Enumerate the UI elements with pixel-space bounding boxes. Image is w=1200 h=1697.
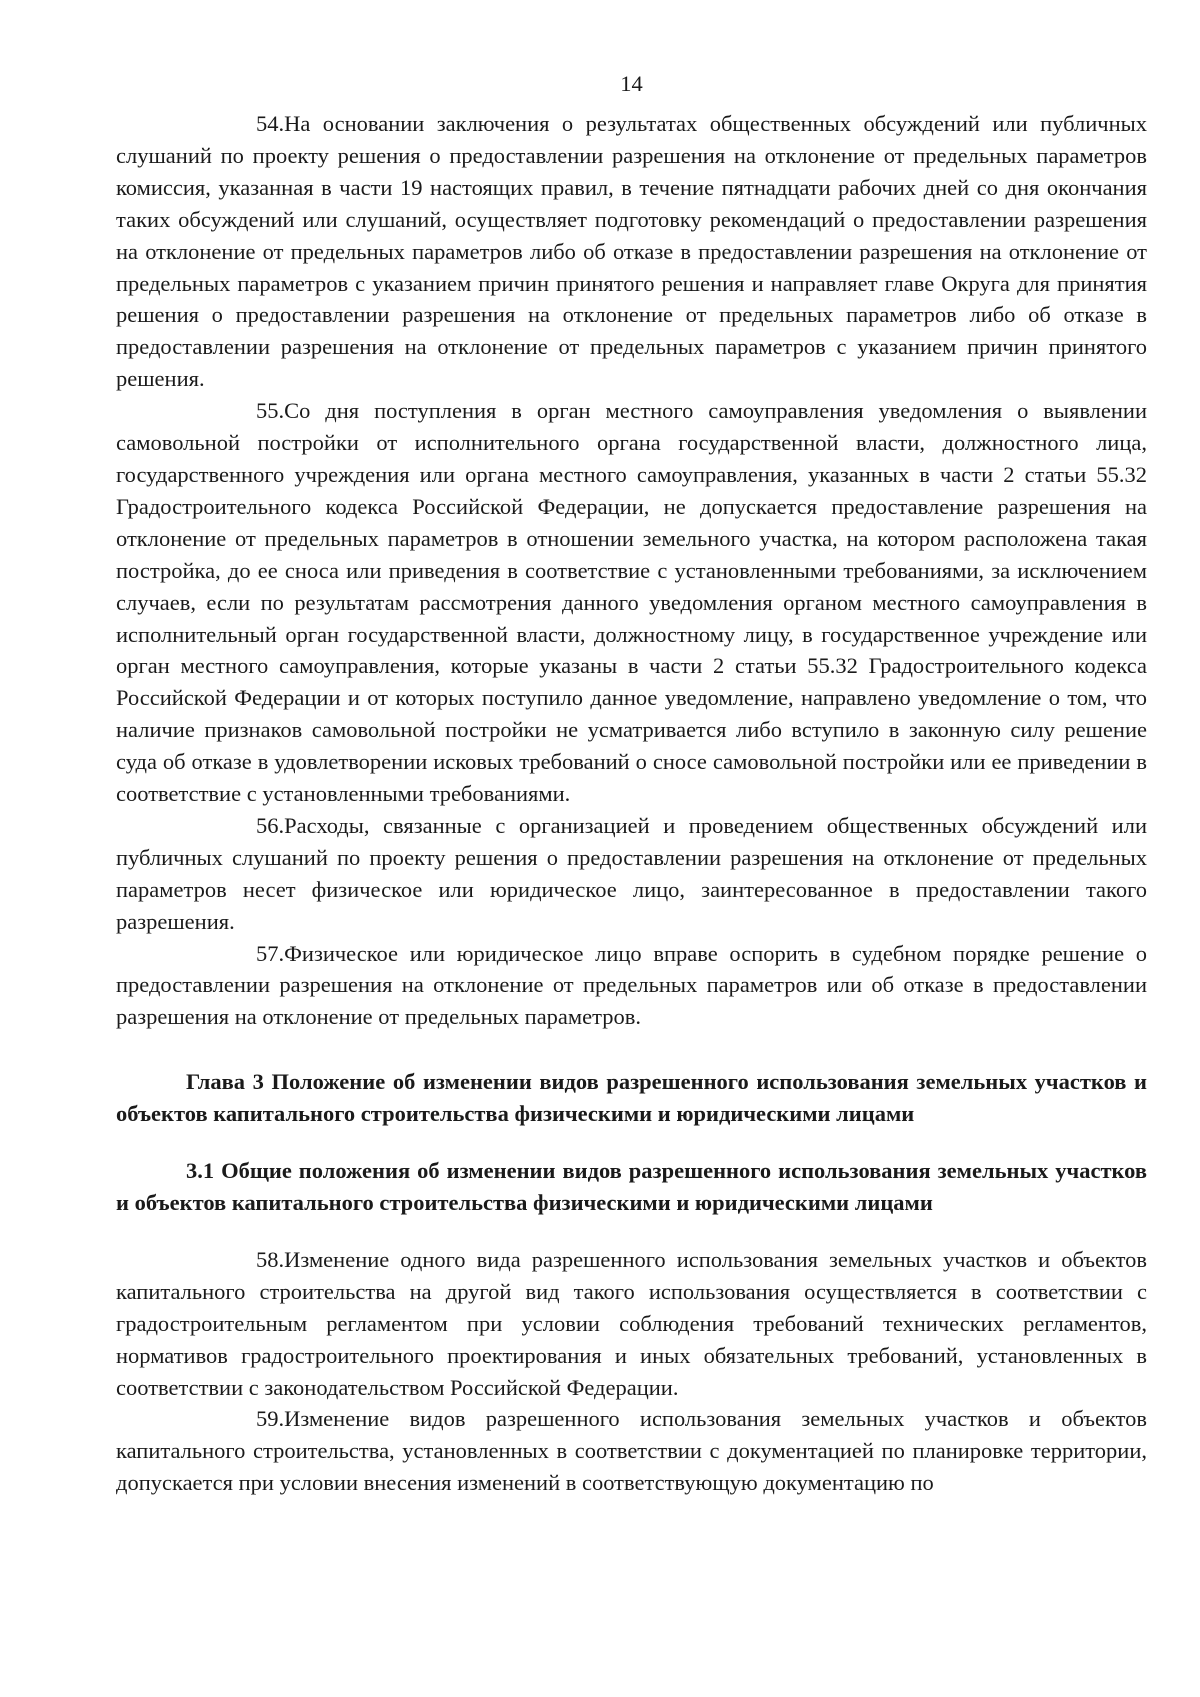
paragraph-text: На основании заключения о результатах общественных обсуждений или публичных слушаний по проекту решения о предоставлении разрешения на отклонение от предельных параметров комиссия, указанная в части 19 настоящих правил, в течение пятнадцати рабочих дней со дня окончания таких обсуждений или слушаний, осуществляет подготовку рекомендаций о предоставлении разрешения на отклонение от предельных параметров либо об отказе в предоставлении разрешения на отклонение от предельных параметров с указанием причин принятого решения и направляет главе Округа для принятия решения о предоставлении разрешения на отклонение от предельных параметров либо об отказе в предоставлении разрешения на отклонение от предельных параметров с указанием причин принятого решения. xyxy=(116,111,1147,392)
paragraph-number: 58. xyxy=(256,1246,285,1272)
paragraph-text: Изменение одного вида разрешенного использования земельных участков и объектов капитального строительства на другой вид такого использования осуществляется в соответствии с градостроительным регламентом при условии соблюдения требований технических регламентов, нормативов градостроительного проектирования и иных обязательных требований, установленных в соответствии с законодательством Российской Федерации. xyxy=(116,1246,1147,1400)
paragraph-55 xyxy=(116,395,1147,810)
paragraph-text: Со дня поступления в орган местного самоуправления уведомления о выявлении самовольной постройки от исполнительного органа государственной власти, должностного лица, государственного учреждения или органа местного самоуправления, указанных в части 2 статьи 55.32 Градостроительного кодекса Российской Федерации, не допускается предоставление разрешения на отклонение от предельных параметров в отношении земельного участка, на котором расположена такая постройка, до ее сноса или приведения в соответствие с установленными требованиями, за исключением случаев, если по результатам рассмотрения данного уведомления органом местного самоуправления в исполнительный орган государственной власти, должностному лицу, в государственное учреждение или орган местного самоуправления, которые указаны в части 2 статьи 55.32 Градостроительного кодекса Российской Федерации и от которых поступило данное уведомление, направлено уведомление о том, что наличие признаков самовольной постройки не усматривается либо вступило в законную силу решение суда об отказе в удовлетворении исковых требований о сносе самовольной постройки или ее приведении в соответствие с установленными требованиями. xyxy=(116,398,1147,807)
paragraph-number: 54. xyxy=(256,111,285,136)
section-heading: 3.1 Общие положения об изменении видов разрешенного использования земельных участков и объектов капитального строительства физическими и юридическими лицами xyxy=(116,1158,1147,1215)
paragraph-56 xyxy=(116,810,1147,938)
paragraph-number: 55. xyxy=(256,398,285,424)
page-number: 14 xyxy=(620,71,643,96)
paragraph-number: 59. xyxy=(256,1406,285,1432)
paragraph-59 xyxy=(116,1403,1147,1499)
paragraph-number: 56. xyxy=(256,812,285,838)
paragraph-54 xyxy=(116,108,1147,395)
paragraph-text: Расходы, связанные с организацией и проведением общественных обсуждений или публичных слушаний по проекту решения о предоставлении разрешения на отклонение от предельных параметров несет физическое или юридическое лицо, заинтересованное в предоставлении такого разрешения. xyxy=(116,812,1147,934)
document-page xyxy=(116,70,1147,1499)
paragraph-number: 57. xyxy=(256,940,285,966)
paragraph-58 xyxy=(116,1244,1147,1404)
paragraph-57 xyxy=(116,938,1147,1034)
paragraph-text: Изменение видов разрешенного использования земельных участков и объектов капитального строительства, установленных в соответствии с документацией по планировке территории, допускается при условии внесения изменений в соответствующую документацию по xyxy=(116,1406,1147,1496)
chapter-heading: Глава 3 Положение об изменении видов разрешенного использования земельных участков и объектов капитального строительства физическими и юридическими лицами xyxy=(116,1069,1147,1127)
paragraph-text: Физическое или юридическое лицо вправе оспорить в судебном порядке решение о предоставлении разрешения на отклонение от предельных параметров или об отказе в предоставлении разрешения на отклонение от предельных параметров. xyxy=(116,940,1147,1030)
